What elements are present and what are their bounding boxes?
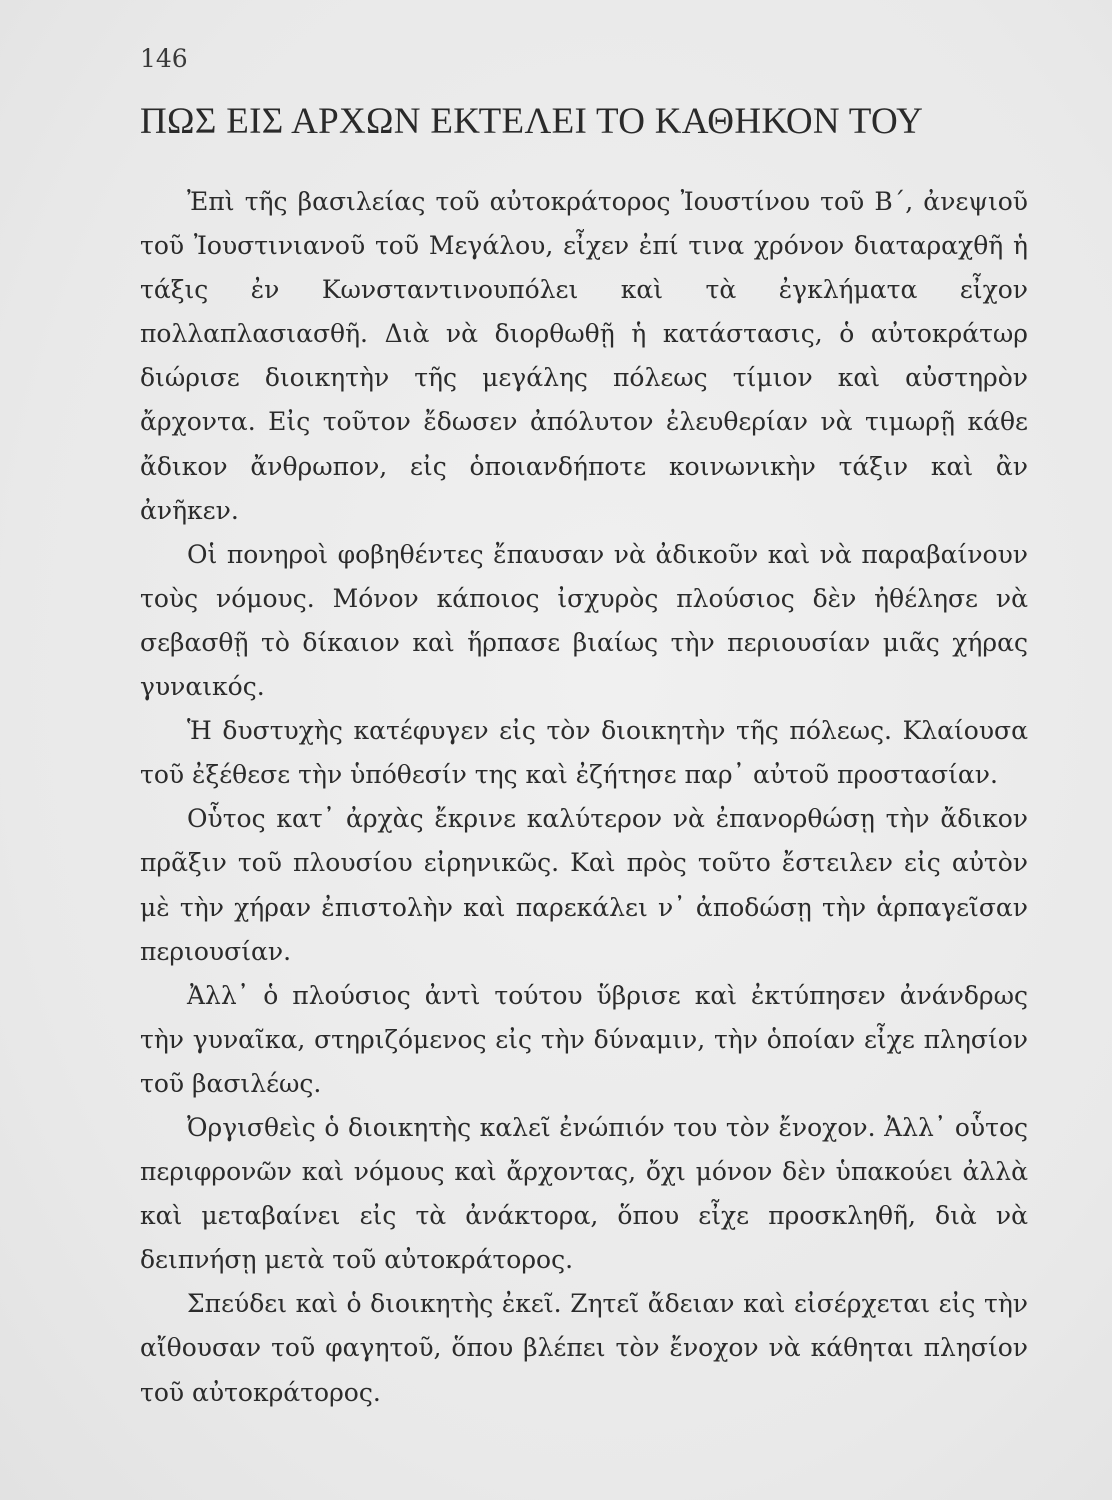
paragraph: Οἱ πονηροὶ φοβηθέντες ἔπαυσαν νὰ ἀδικοῦν καὶ νὰ παραβαίνουν τοὺς νόμους. Μόνον κάποιος ἰσχυρὸς πλούσιος δὲν ἠθέλησε νὰ σεβασθῇ τὸ δίκαιον καὶ ἥρπασε βιαίως τὴν περιουσίαν μιᾶς χήρας γυναικός. <box>140 539 1028 702</box>
page-number: 146 <box>140 44 188 73</box>
paragraph: Οὗτος κατ᾽ ἀρχὰς ἔκρινε καλύτερον νὰ ἐπανορθώσῃ τὴν ἄδικον πρᾶξιν τοῦ πλουσίου εἰρηνικῶς. Καὶ πρὸς τοῦτο ἔστειλεν εἰς αὐτὸν μὲ τὴν χήραν ἐπιστολὴν καὶ παρεκάλει ν᾽ ἀποδώσῃ τὴν ἁρπαγεῖσαν περιουσίαν. <box>140 804 1028 966</box>
body-text <box>140 180 1028 1415</box>
paragraph: Ἀλλ᾽ ὁ πλούσιος ἀντὶ τούτου ὕβρισε καὶ ἐκτύπησεν ἀνάνδρως τὴν γυναῖκα, στηριζόμενος εἰς τὴν δύναμιν, τὴν ὁποίαν εἶχε πλησίον τοῦ βασιλέως. <box>140 980 1028 1098</box>
chapter-title: ΠΩΣ ΕΙΣ ΑΡΧΩΝ ΕΚΤΕΛΕΙ ΤΟ ΚΑΘΗΚΟΝ ΤΟΥ <box>140 101 924 142</box>
paragraph: Ἐπὶ τῆς βασιλείας τοῦ αὐτοκράτορος Ἰουστίνου τοῦ Β΄, ἀνεψιοῦ τοῦ Ἰουστινιανοῦ τοῦ Μεγάλου, εἶχεν ἐπί τινα χρόνον διαταραχθῆ ἡ τάξις ἐν Κωνσταντινουπόλει καὶ τὰ ἐγκλήματα εἶχον πολλαπλασιασθῆ. Διὰ νὰ διορθωθῇ ἡ κατάστασις, ὁ αὐτοκράτωρ διώρισε διοικητὴν τῆς μεγάλης πόλεως τίμιον καὶ αὐστηρὸν ἄρχοντα. Εἰς τοῦτον ἔδωσεν ἀπόλυτον ἐλευθερίαν νὰ τιμωρῇ κάθε ἄδικον ἄνθρωπον, εἰς ὁποιανδήποτε κοινωνικὴν τάξιν καὶ ἂν ἀνῆκεν. <box>140 187 1028 525</box>
paragraph: Ὀργισθεὶς ὁ διοικητὴς καλεῖ ἐνώπιόν του τὸν ἔνοχον. Ἀλλ᾽ οὗτος περιφρονῶν καὶ νόμους καὶ ἄρχοντας, ὄχι μόνον δὲν ὑπακούει ἀλλὰ καὶ μεταβαίνει εἰς τὰ ἀνάκτορα, ὅπου εἶχε προσκληθῆ, διὰ νὰ δειπνήσῃ μετὰ τοῦ αὐτοκράτορος. <box>140 1112 1028 1275</box>
paragraph: Ἡ δυστυχὴς κατέφυγεν εἰς τὸν διοικητὴν τῆς πόλεως. Κλαίουσα τοῦ ἐξέθεσε τὴν ὑπόθεσίν της καὶ ἐζήτησε παρ᾽ αὐτοῦ προστασίαν. <box>140 716 1028 790</box>
paragraph: Σπεύδει καὶ ὁ διοικητὴς ἐκεῖ. Ζητεῖ ἄδειαν καὶ εἰσέρχεται εἰς τὴν αἴθουσαν τοῦ φαγητοῦ, ὅπου βλέπει τὸν ἔνοχον νὰ κάθηται πλησίον τοῦ αὐτοκράτορος. <box>140 1289 1028 1407</box>
